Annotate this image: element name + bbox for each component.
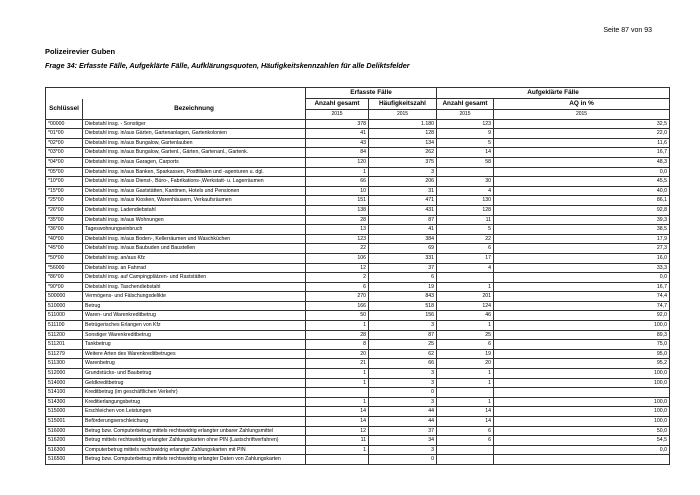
cell-anzahl-gesamt: 20 bbox=[306, 349, 369, 359]
cell-aq: 39,3 bbox=[494, 215, 670, 225]
cell-bezeichnung: Diebstahl insg. Ladendiebstahl bbox=[83, 205, 306, 215]
cell-anzahl-gesamt: 6 bbox=[306, 282, 369, 292]
cell-schluessel: 516300 bbox=[46, 445, 83, 455]
cell-bezeichnung: Diebstahl insg. in/aus Boden-, Kellerräumen und Waschküchen bbox=[83, 234, 306, 244]
table-row bbox=[46, 436, 670, 446]
cell-anzahl-gesamt: 13 bbox=[306, 225, 369, 235]
table-row bbox=[46, 157, 670, 167]
year-label: 2015 bbox=[494, 110, 670, 120]
cell-anzahl-gesamt: 1 bbox=[306, 397, 369, 407]
cell-bezeichnung: Diebstahl insg. in/aus Garagen, Carports bbox=[83, 157, 306, 167]
cell-aq: 17,9 bbox=[494, 234, 670, 244]
cell-schluessel: *00000 bbox=[46, 119, 83, 129]
cell-aq bbox=[494, 455, 670, 465]
cell-schluessel: *56000 bbox=[46, 263, 83, 273]
table-row bbox=[46, 311, 670, 321]
cell-schluessel: 514100 bbox=[46, 388, 83, 398]
cell-aufgeklaert-anzahl: 22 bbox=[437, 234, 494, 244]
cell-aufgeklaert-anzahl: 19 bbox=[437, 349, 494, 359]
cell-anzahl-gesamt: 1 bbox=[306, 321, 369, 331]
cell-anzahl-gesamt: 14 bbox=[306, 407, 369, 417]
cell-schluessel: 511201 bbox=[46, 340, 83, 350]
cell-aq: 45,5 bbox=[494, 177, 670, 187]
cell-aufgeklaert-anzahl: 1 bbox=[437, 369, 494, 379]
cell-haeufigkeitszahl: 518 bbox=[369, 301, 437, 311]
group-header-aufgeklaerte-faelle: Aufgeklärte Fälle bbox=[437, 88, 670, 99]
table-row bbox=[46, 340, 670, 350]
cell-haeufigkeitszahl: 3 bbox=[369, 167, 437, 177]
cell-schluessel: 511279 bbox=[46, 349, 83, 359]
table-row bbox=[46, 349, 670, 359]
cell-anzahl-gesamt bbox=[306, 388, 369, 398]
cell-schluessel: 511200 bbox=[46, 330, 83, 340]
cell-bezeichnung: Warenbetrug bbox=[83, 359, 306, 369]
cell-haeufigkeitszahl: 471 bbox=[369, 196, 437, 206]
cell-aufgeklaert-anzahl bbox=[437, 455, 494, 465]
cell-anzahl-gesamt: 138 bbox=[306, 205, 369, 215]
cell-aufgeklaert-anzahl: 25 bbox=[437, 330, 494, 340]
cell-aq: 100,0 bbox=[494, 417, 670, 427]
table-row bbox=[46, 253, 670, 263]
table-row bbox=[46, 167, 670, 177]
column-header-haeufigkeitszahl: Häufigkeitszahl bbox=[369, 99, 437, 110]
year-label: 2015 bbox=[306, 110, 369, 120]
cell-bezeichnung: Computerbetrug mittels rechtswidrig erlangter Zahlungskarten mit PIN bbox=[83, 445, 306, 455]
group-header-erfasste-faelle: Erfasste Fälle bbox=[306, 88, 437, 99]
cell-aufgeklaert-anzahl: 1 bbox=[437, 397, 494, 407]
cell-bezeichnung: Diebstahl insg. in/aus Bungalow, Gartenl., Gärten, Gartenanl., Gartenk. bbox=[83, 148, 306, 158]
cell-aufgeklaert-anzahl bbox=[437, 273, 494, 283]
cell-bezeichnung: Diebstahl insg. - Sonstiger bbox=[83, 119, 306, 129]
cell-schluessel: *40*00 bbox=[46, 234, 83, 244]
cell-aufgeklaert-anzahl: 14 bbox=[437, 407, 494, 417]
cell-bezeichnung: Grundstücks- und Baubetrug bbox=[83, 369, 306, 379]
cell-haeufigkeitszahl: 87 bbox=[369, 330, 437, 340]
cell-haeufigkeitszahl: 69 bbox=[369, 244, 437, 254]
cell-haeufigkeitszahl: 41 bbox=[369, 225, 437, 235]
cell-schluessel: 515000 bbox=[46, 407, 83, 417]
cell-aq: 75,0 bbox=[494, 340, 670, 350]
cell-aufgeklaert-anzahl: 4 bbox=[437, 263, 494, 273]
table-header bbox=[46, 88, 670, 120]
cell-aq: 0,0 bbox=[494, 273, 670, 283]
cell-bezeichnung: Diebstahl insg. in/aus Bungalow, Gartenlauben bbox=[83, 138, 306, 148]
cell-bezeichnung: Diebstahl insg. in/aus Dienst-, Büro-, Fabrikations-,Werkstatt- u. Lagerräumen bbox=[83, 177, 306, 187]
cell-haeufigkeitszahl: 0 bbox=[369, 388, 437, 398]
cell-anzahl-gesamt: 2 bbox=[306, 273, 369, 283]
cell-aufgeklaert-anzahl: 128 bbox=[437, 205, 494, 215]
cell-bezeichnung: Diebstahl insg. auf Campingplätzen- und Raststätten bbox=[83, 273, 306, 283]
cell-aufgeklaert-anzahl bbox=[437, 445, 494, 455]
table-row bbox=[46, 244, 670, 254]
cell-schluessel: 510000 bbox=[46, 301, 83, 311]
cell-schluessel: 500000 bbox=[46, 292, 83, 302]
cell-bezeichnung: Weitere Arten des Warenkreditbetruges bbox=[83, 349, 306, 359]
cell-haeufigkeitszahl: 87 bbox=[369, 215, 437, 225]
cell-aq: 50,0 bbox=[494, 426, 670, 436]
cell-haeufigkeitszahl: 6 bbox=[369, 273, 437, 283]
cell-haeufigkeitszahl: 375 bbox=[369, 157, 437, 167]
cell-bezeichnung: Diebstahl insg. in/aus Gärten, Gartenanlagen, Gartenkolonien bbox=[83, 129, 306, 139]
cell-aufgeklaert-anzahl: 4 bbox=[437, 186, 494, 196]
cell-haeufigkeitszahl: 25 bbox=[369, 340, 437, 350]
table-row bbox=[46, 397, 670, 407]
cell-schluessel: *04*00 bbox=[46, 157, 83, 167]
table-row bbox=[46, 417, 670, 427]
cell-aufgeklaert-anzahl: 5 bbox=[437, 138, 494, 148]
cell-anzahl-gesamt: 43 bbox=[306, 138, 369, 148]
cell-anzahl-gesamt: 28 bbox=[306, 215, 369, 225]
cell-bezeichnung: Betrug bzw. Computerbetrug mittels rechtswidrig erlangter Daten von Zahlungskarten bbox=[83, 455, 306, 465]
cell-anzahl-gesamt: 270 bbox=[306, 292, 369, 302]
cell-aq: 92,8 bbox=[494, 205, 670, 215]
table-row bbox=[46, 455, 670, 465]
table-row bbox=[46, 282, 670, 292]
cell-haeufigkeitszahl: 3 bbox=[369, 378, 437, 388]
table-row bbox=[46, 359, 670, 369]
cell-aq bbox=[494, 388, 670, 398]
cell-bezeichnung: Sonstiger Warenkreditbetrug bbox=[83, 330, 306, 340]
cell-aq: 86,1 bbox=[494, 196, 670, 206]
cell-anzahl-gesamt: 14 bbox=[306, 417, 369, 427]
cell-bezeichnung: Diebstahl insg. an Fahrrad bbox=[83, 263, 306, 273]
cell-haeufigkeitszahl: 331 bbox=[369, 253, 437, 263]
cell-aufgeklaert-anzahl: 130 bbox=[437, 196, 494, 206]
cell-aufgeklaert-anzahl bbox=[437, 167, 494, 177]
cell-anzahl-gesamt: 1 bbox=[306, 445, 369, 455]
year-label: 2015 bbox=[437, 110, 494, 120]
crime-statistics-table bbox=[45, 87, 670, 465]
cell-haeufigkeitszahl: 206 bbox=[369, 177, 437, 187]
cell-schluessel: 511100 bbox=[46, 321, 83, 331]
cell-schluessel: 511000 bbox=[46, 311, 83, 321]
cell-anzahl-gesamt: 8 bbox=[306, 340, 369, 350]
cell-aufgeklaert-anzahl: 30 bbox=[437, 177, 494, 187]
cell-aq: 16,0 bbox=[494, 253, 670, 263]
cell-schluessel: 514300 bbox=[46, 397, 83, 407]
cell-aufgeklaert-anzahl: 6 bbox=[437, 244, 494, 254]
cell-haeufigkeitszahl: 431 bbox=[369, 205, 437, 215]
cell-aufgeklaert-anzahl: 1 bbox=[437, 282, 494, 292]
cell-aq: 95,2 bbox=[494, 359, 670, 369]
cell-schluessel: 514000 bbox=[46, 378, 83, 388]
cell-haeufigkeitszahl: 262 bbox=[369, 148, 437, 158]
cell-schluessel: 512000 bbox=[46, 369, 83, 379]
cell-anzahl-gesamt: 12 bbox=[306, 426, 369, 436]
cell-aq: 100,0 bbox=[494, 321, 670, 331]
cell-schluessel: *15*00 bbox=[46, 186, 83, 196]
column-header-anzahl-gesamt: Anzahl gesamt bbox=[306, 99, 369, 110]
cell-bezeichnung: Diebstahl insg. an/aus Kfz bbox=[83, 253, 306, 263]
table-row bbox=[46, 129, 670, 139]
cell-schluessel: *03*00 bbox=[46, 148, 83, 158]
cell-schluessel: *05*00 bbox=[46, 167, 83, 177]
cell-haeufigkeitszahl: 3 bbox=[369, 369, 437, 379]
cell-anzahl-gesamt: 11 bbox=[306, 436, 369, 446]
cell-anzahl-gesamt: 28 bbox=[306, 330, 369, 340]
cell-schluessel: *01*00 bbox=[46, 129, 83, 139]
cell-aufgeklaert-anzahl: 14 bbox=[437, 148, 494, 158]
cell-haeufigkeitszahl: 44 bbox=[369, 417, 437, 427]
cell-aq: 32,5 bbox=[494, 119, 670, 129]
cell-anzahl-gesamt: 378 bbox=[306, 119, 369, 129]
cell-bezeichnung: Vermögens- und Fälschungsdelikte bbox=[83, 292, 306, 302]
cell-aufgeklaert-anzahl: 1 bbox=[437, 378, 494, 388]
cell-anzahl-gesamt: 22 bbox=[306, 244, 369, 254]
cell-aq: 11,6 bbox=[494, 138, 670, 148]
column-header-aufgeklaert-anzahl: Anzahl gesamt bbox=[437, 99, 494, 110]
cell-aufgeklaert-anzahl: 1 bbox=[437, 321, 494, 331]
cell-anzahl-gesamt bbox=[306, 455, 369, 465]
cell-schluessel: 516000 bbox=[46, 426, 83, 436]
cell-aufgeklaert-anzahl: 58 bbox=[437, 157, 494, 167]
cell-bezeichnung: Kreditierlangungsbetrug bbox=[83, 397, 306, 407]
cell-haeufigkeitszahl: 3 bbox=[369, 397, 437, 407]
page-number: Seite 87 von 93 bbox=[603, 27, 652, 34]
cell-aq: 89,3 bbox=[494, 330, 670, 340]
cell-bezeichnung: Diebstahl insg. in/aus Baubuden und Baustellen bbox=[83, 244, 306, 254]
cell-aufgeklaert-anzahl: 124 bbox=[437, 301, 494, 311]
cell-schluessel: *45*00 bbox=[46, 244, 83, 254]
cell-bezeichnung: Diebstahl insg. in/aus Wohnungen bbox=[83, 215, 306, 225]
cell-aq: 95,0 bbox=[494, 349, 670, 359]
cell-schluessel: *02*00 bbox=[46, 138, 83, 148]
cell-aufgeklaert-anzahl: 123 bbox=[437, 119, 494, 129]
cell-anzahl-gesamt: 50 bbox=[306, 311, 369, 321]
table-row bbox=[46, 148, 670, 158]
cell-aq: 74,4 bbox=[494, 292, 670, 302]
cell-schluessel: *86*00 bbox=[46, 273, 83, 283]
cell-aufgeklaert-anzahl: 6 bbox=[437, 426, 494, 436]
cell-aufgeklaert-anzahl: 14 bbox=[437, 417, 494, 427]
cell-aufgeklaert-anzahl: 9 bbox=[437, 129, 494, 139]
cell-anzahl-gesamt: 84 bbox=[306, 148, 369, 158]
cell-aufgeklaert-anzahl: 20 bbox=[437, 359, 494, 369]
cell-haeufigkeitszahl: 156 bbox=[369, 311, 437, 321]
table-row bbox=[46, 119, 670, 129]
cell-schluessel: 515001 bbox=[46, 417, 83, 427]
cell-haeufigkeitszahl: 0 bbox=[369, 455, 437, 465]
cell-aufgeklaert-anzahl: 5 bbox=[437, 225, 494, 235]
table-row bbox=[46, 330, 670, 340]
cell-aq: 27,3 bbox=[494, 244, 670, 254]
cell-haeufigkeitszahl: 31 bbox=[369, 186, 437, 196]
cell-anzahl-gesamt: 120 bbox=[306, 157, 369, 167]
cell-schluessel: *26*00 bbox=[46, 205, 83, 215]
table-row bbox=[46, 177, 670, 187]
table-row bbox=[46, 445, 670, 455]
cell-anzahl-gesamt: 166 bbox=[306, 301, 369, 311]
cell-bezeichnung: Kreditbetrug (im geschäftlichen Verkehr) bbox=[83, 388, 306, 398]
cell-schluessel: 516500 bbox=[46, 455, 83, 465]
cell-bezeichnung: Tageswohnungseinbruch bbox=[83, 225, 306, 235]
cell-anzahl-gesamt: 151 bbox=[306, 196, 369, 206]
cell-aufgeklaert-anzahl: 46 bbox=[437, 311, 494, 321]
cell-bezeichnung: Betrug bbox=[83, 301, 306, 311]
cell-haeufigkeitszahl: 134 bbox=[369, 138, 437, 148]
cell-aq: 16,7 bbox=[494, 282, 670, 292]
cell-bezeichnung: Erschleichen von Leistungen bbox=[83, 407, 306, 417]
cell-aq: 16,7 bbox=[494, 148, 670, 158]
table-row bbox=[46, 426, 670, 436]
cell-aq: 38,5 bbox=[494, 225, 670, 235]
cell-schluessel: *50*00 bbox=[46, 253, 83, 263]
cell-aufgeklaert-anzahl: 201 bbox=[437, 292, 494, 302]
cell-haeufigkeitszahl: 3 bbox=[369, 445, 437, 455]
table-row bbox=[46, 138, 670, 148]
cell-haeufigkeitszahl: 34 bbox=[369, 436, 437, 446]
cell-schluessel: *25*00 bbox=[46, 196, 83, 206]
table-row bbox=[46, 205, 670, 215]
cell-schluessel: *36*00 bbox=[46, 225, 83, 235]
cell-haeufigkeitszahl: 384 bbox=[369, 234, 437, 244]
table-row bbox=[46, 301, 670, 311]
cell-anzahl-gesamt: 21 bbox=[306, 359, 369, 369]
cell-schluessel: 511300 bbox=[46, 359, 83, 369]
table-row bbox=[46, 388, 670, 398]
year-label: 2015 bbox=[369, 110, 437, 120]
cell-aufgeklaert-anzahl: 6 bbox=[437, 340, 494, 350]
cell-aq: 100,0 bbox=[494, 407, 670, 417]
cell-haeufigkeitszahl: 66 bbox=[369, 359, 437, 369]
table-row bbox=[46, 263, 670, 273]
table-row bbox=[46, 321, 670, 331]
cell-anzahl-gesamt: 1 bbox=[306, 167, 369, 177]
cell-haeufigkeitszahl: 37 bbox=[369, 426, 437, 436]
cell-aq: 54,5 bbox=[494, 436, 670, 446]
cell-aufgeklaert-anzahl: 6 bbox=[437, 436, 494, 446]
cell-anzahl-gesamt: 1 bbox=[306, 369, 369, 379]
cell-schluessel: *35*00 bbox=[46, 215, 83, 225]
cell-bezeichnung: Diebstahl insg. Taschendiebstahl bbox=[83, 282, 306, 292]
cell-bezeichnung: Diebstahl insg. in/aus Banken, Sparkassen, Postfilialen und -agenturen u. dgl. bbox=[83, 167, 306, 177]
table-row bbox=[46, 407, 670, 417]
cell-anzahl-gesamt: 10 bbox=[306, 186, 369, 196]
cell-haeufigkeitszahl: 19 bbox=[369, 282, 437, 292]
cell-haeufigkeitszahl: 3 bbox=[369, 321, 437, 331]
table-row bbox=[46, 292, 670, 302]
column-header-bezeichnung: Bezeichnung bbox=[83, 99, 306, 120]
table-row bbox=[46, 273, 670, 283]
cell-haeufigkeitszahl: 128 bbox=[369, 129, 437, 139]
cell-aq: 0,0 bbox=[494, 445, 670, 455]
cell-haeufigkeitszahl: 843 bbox=[369, 292, 437, 302]
table-row bbox=[46, 234, 670, 244]
table-row bbox=[46, 225, 670, 235]
cell-haeufigkeitszahl: 62 bbox=[369, 349, 437, 359]
cell-anzahl-gesamt: 123 bbox=[306, 234, 369, 244]
cell-aufgeklaert-anzahl bbox=[437, 388, 494, 398]
cell-aq: 0,0 bbox=[494, 167, 670, 177]
cell-haeufigkeitszahl: 1.180 bbox=[369, 119, 437, 129]
column-header-schluessel: Schlüssel bbox=[46, 99, 83, 120]
table-body bbox=[46, 119, 670, 464]
table-row bbox=[46, 378, 670, 388]
cell-bezeichnung: Betrug bzw. Computerbetrug mittels rechtswidrig erlangter unbarer Zahlungsmittel bbox=[83, 426, 306, 436]
cell-aq: 100,0 bbox=[494, 378, 670, 388]
table-subtitle: Frage 34: Erfasste Fälle, Aufgeklärte Fälle, Aufklärungsquoten, Häufigkeitskennzahlen für alle Deliktsfelder bbox=[45, 61, 410, 70]
cell-anzahl-gesamt: 1 bbox=[306, 378, 369, 388]
cell-bezeichnung: Beförderungserschleichung bbox=[83, 417, 306, 427]
cell-aq: 92,0 bbox=[494, 311, 670, 321]
cell-aq: 100,0 bbox=[494, 369, 670, 379]
column-header-aq: AQ in % bbox=[494, 99, 670, 110]
station-title: Polizeirevier Guben bbox=[45, 47, 116, 56]
cell-anzahl-gesamt: 12 bbox=[306, 263, 369, 273]
cell-aufgeklaert-anzahl: 17 bbox=[437, 253, 494, 263]
cell-haeufigkeitszahl: 37 bbox=[369, 263, 437, 273]
cell-schluessel: *10*00 bbox=[46, 177, 83, 187]
cell-bezeichnung: Diebstahl insg. in/aus Gaststätten, Kantinen, Hotels und Pensionen bbox=[83, 186, 306, 196]
table-row bbox=[46, 369, 670, 379]
table-row bbox=[46, 196, 670, 206]
table-row bbox=[46, 215, 670, 225]
cell-aq: 33,3 bbox=[494, 263, 670, 273]
cell-bezeichnung: Geldkreditbetrug bbox=[83, 378, 306, 388]
cell-bezeichnung: Diebstahl insg. in/aus Kiosken, Warenhäusern, Verkaufsräumen bbox=[83, 196, 306, 206]
cell-aq: 22,0 bbox=[494, 129, 670, 139]
cell-aq: 74,7 bbox=[494, 301, 670, 311]
cell-bezeichnung: Waren- und Warenkreditbetrug bbox=[83, 311, 306, 321]
cell-anzahl-gesamt: 66 bbox=[306, 177, 369, 187]
cell-aufgeklaert-anzahl: 11 bbox=[437, 215, 494, 225]
cell-bezeichnung: Tankbetrug bbox=[83, 340, 306, 350]
cell-schluessel: *90*00 bbox=[46, 282, 83, 292]
cell-anzahl-gesamt: 106 bbox=[306, 253, 369, 263]
cell-haeufigkeitszahl: 44 bbox=[369, 407, 437, 417]
cell-anzahl-gesamt: 41 bbox=[306, 129, 369, 139]
cell-aq: 40,0 bbox=[494, 186, 670, 196]
cell-bezeichnung: Betrügerisches Erlangen von Kfz bbox=[83, 321, 306, 331]
cell-aq: 100,0 bbox=[494, 397, 670, 407]
cell-schluessel: 516200 bbox=[46, 436, 83, 446]
table-row bbox=[46, 186, 670, 196]
cell-bezeichnung: Betrug mittels rechtswidrig erlangter Zahlungskarten ohne PIN (Lastschriftverfahren) bbox=[83, 436, 306, 446]
cell-aq: 48,3 bbox=[494, 157, 670, 167]
